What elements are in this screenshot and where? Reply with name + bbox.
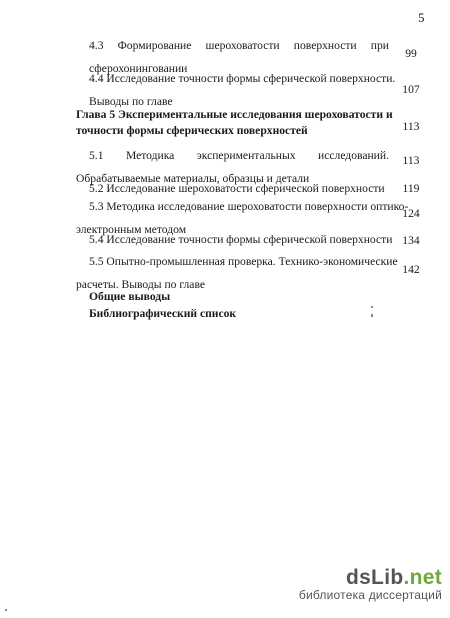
watermark-logo — [272, 566, 442, 602]
scan-speck — [5, 609, 7, 611]
toc-page-number: 134 — [402, 234, 420, 247]
toc-page-number: 99 — [405, 47, 417, 60]
toc-entry-bibliography — [89, 303, 389, 326]
toc-page-number: 107 — [402, 83, 420, 96]
toc-entry-line: 5.2 Исследование шероховатости сферической поверхности — [89, 182, 385, 195]
toc-page-number: 142 — [402, 263, 420, 276]
toc-entry-line: Библиографический список — [89, 307, 237, 320]
toc-entry-line: 4.4 Исследование точности формы сферической поверхности. — [89, 72, 396, 85]
toc-entry-chapter-5 — [76, 107, 393, 138]
toc-entry-line: расчеты. Выводы по главе — [76, 277, 206, 291]
toc-entry-line: точности формы сферических поверхностей — [76, 123, 308, 137]
toc-entry-line: 5.4 Исследование точности формы сферической поверхности — [89, 233, 393, 246]
toc-page-number: 113 — [402, 154, 420, 167]
toc-entry-line: 5.3 Методика исследование шероховатости поверхности оптико- — [89, 200, 409, 213]
toc-page-number: 113 — [402, 120, 420, 133]
toc-entry-line: Глава 5 Экспериментальные исследования шероховатости и — [76, 108, 393, 121]
watermark-brand — [272, 566, 442, 590]
toc-entry-line: 5.1 Методика экспериментальных исследований. — [89, 149, 389, 162]
toc-entry-line: Выводы по главе — [89, 94, 173, 108]
corner-page-mark: 5 — [418, 10, 425, 25]
scan-speck — [371, 314, 373, 317]
toc-entry-line: Обрабатываемые материалы, образцы и детали — [76, 171, 310, 185]
toc-page-number: 124 — [402, 207, 420, 220]
watermark-tagline: библиотека диссертаций — [298, 588, 442, 602]
toc-entry-line: 5.5 Опытно-промышленная проверка. Технико-экономические — [89, 255, 398, 268]
scan-speck — [371, 306, 373, 308]
watermark-brand-suffix: .net — [403, 566, 442, 589]
toc-entry-line: электронным методом — [76, 222, 187, 236]
toc-entry-5-4 — [89, 229, 393, 252]
toc-entry-line: сферохонинговании — [89, 61, 188, 75]
toc-entry-line: 4.3 Формирование шероховатости поверхности при — [89, 39, 389, 52]
toc-page-number: 119 — [402, 182, 420, 195]
watermark-brand-prefix: dsLib — [345, 566, 404, 589]
toc-entry-line: Общие выводы — [89, 290, 171, 303]
